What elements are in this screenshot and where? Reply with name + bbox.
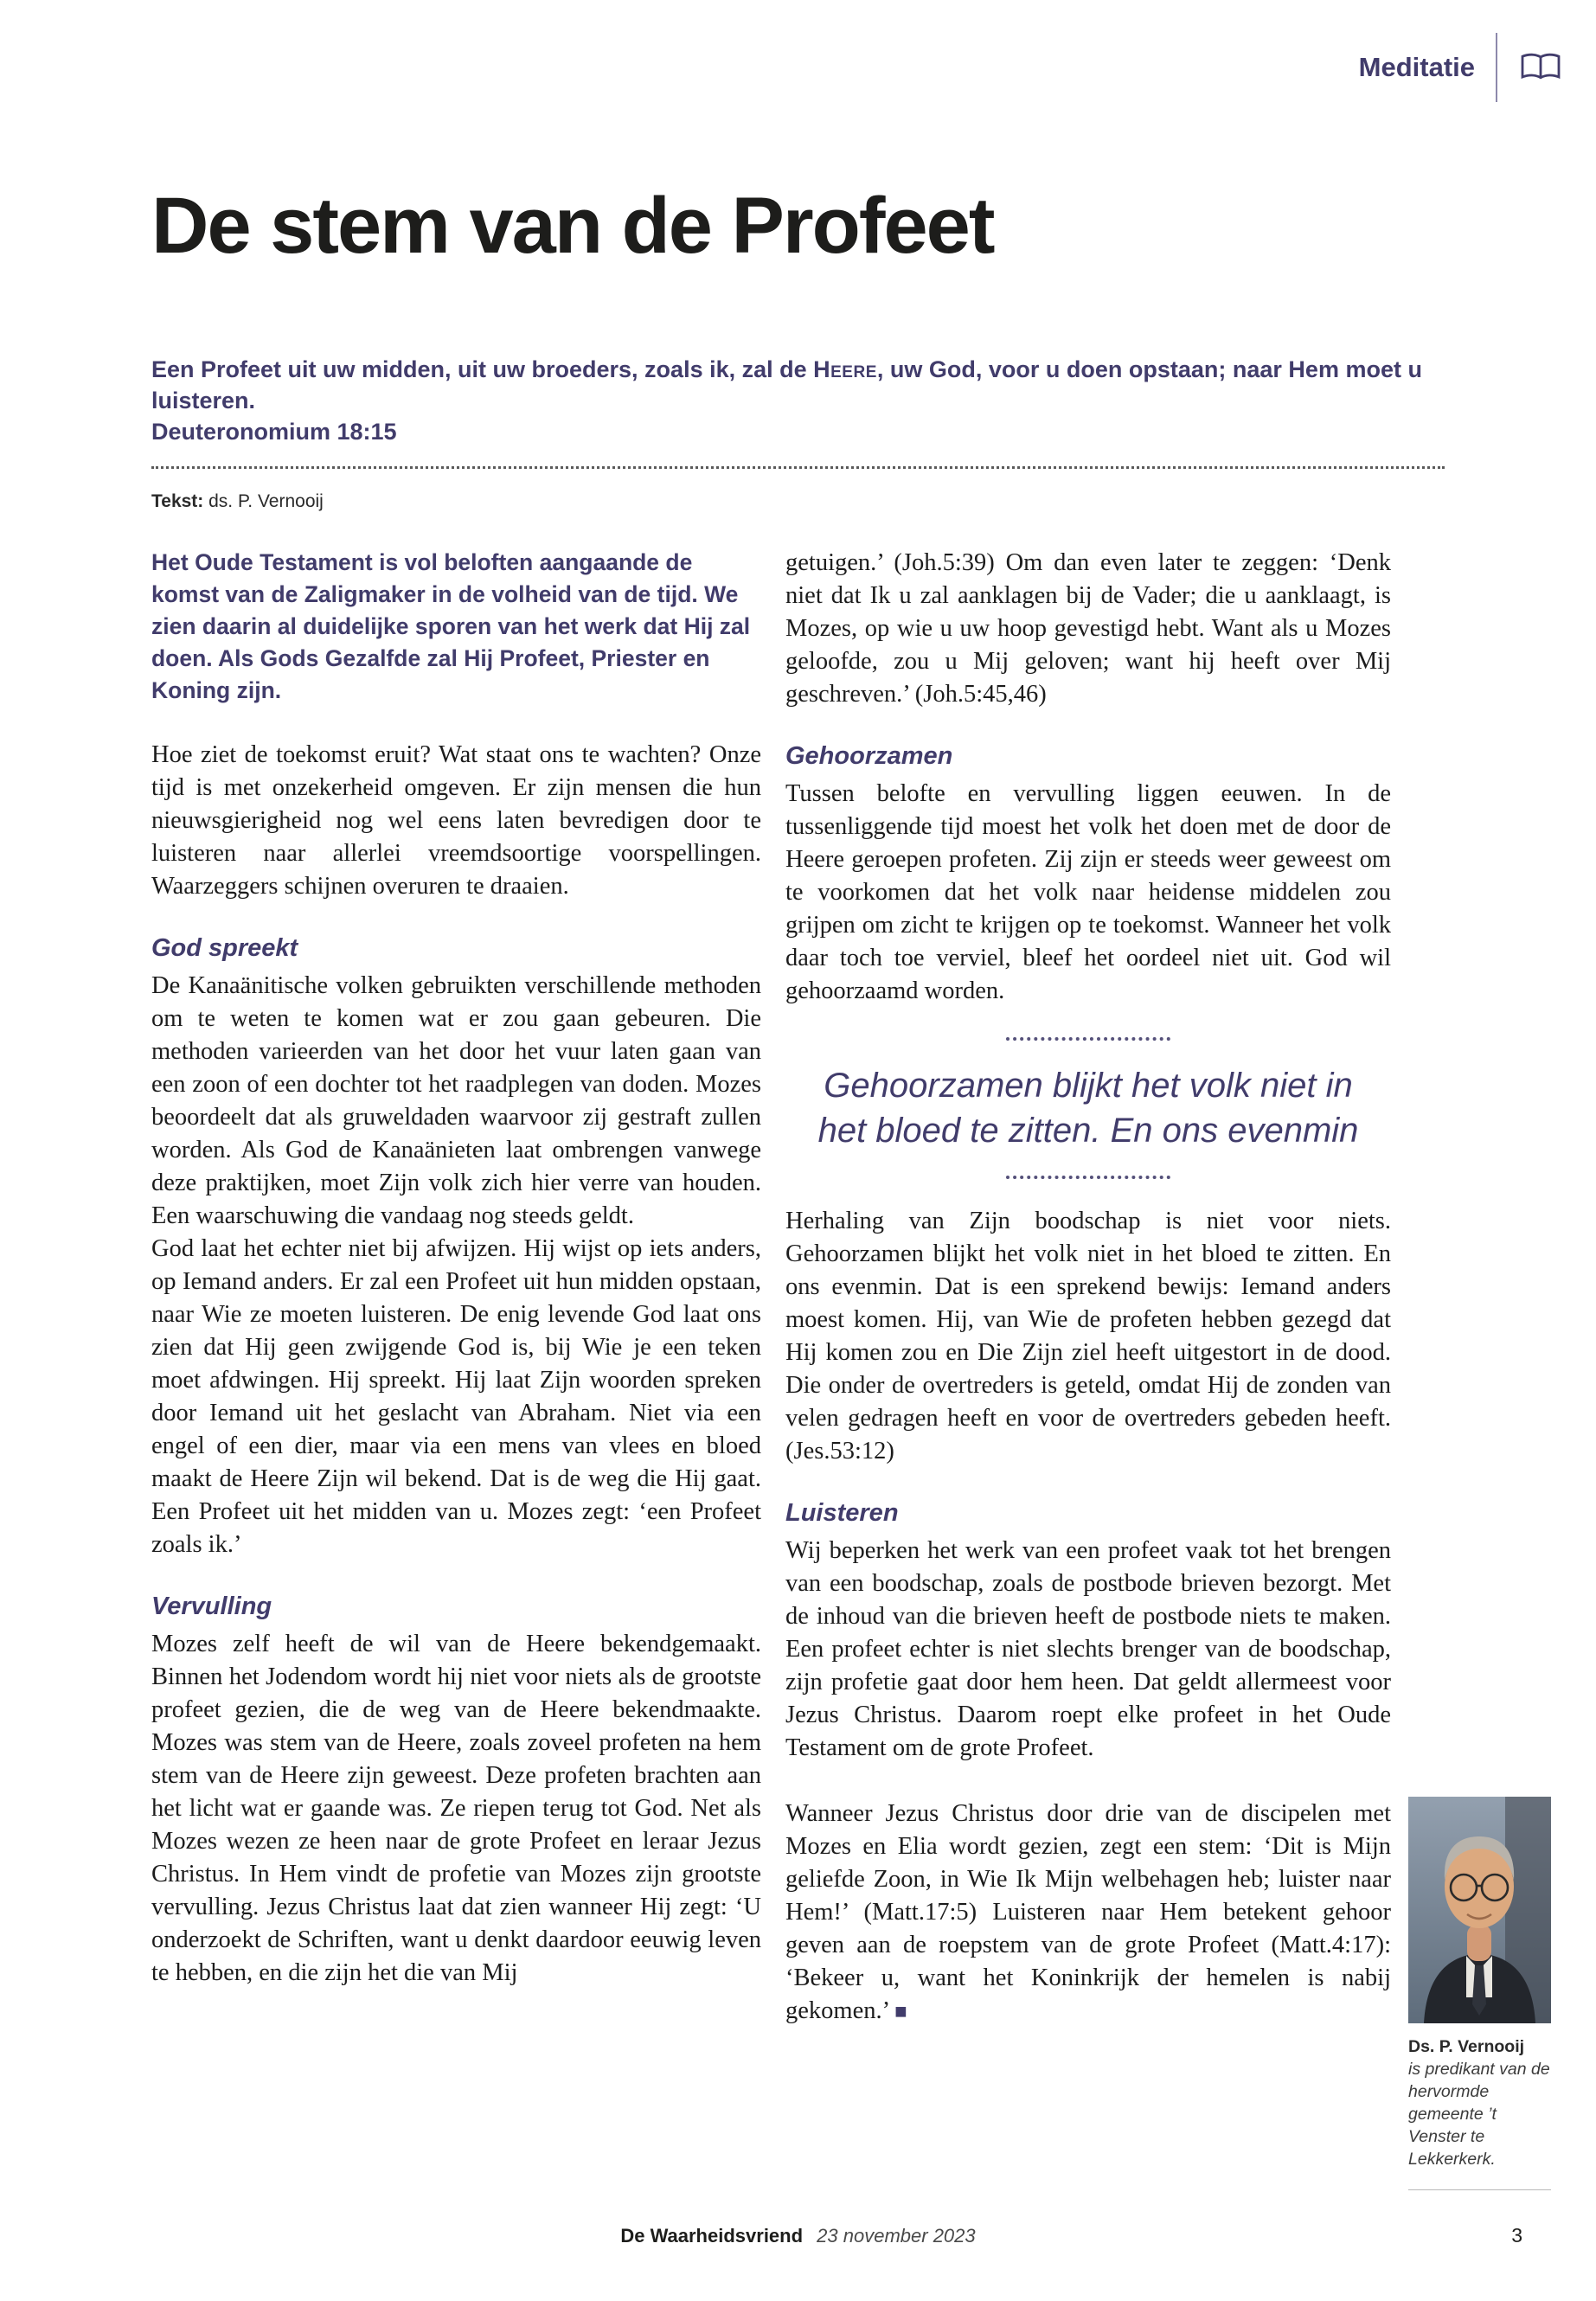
lede-heere-smallcaps: Heere [813,356,877,382]
lede-text-after: , uw God, voor u doen opstaan; naar Hem moet u luisteren. [151,356,1422,413]
heading-god-spreekt: God spreekt [151,934,298,962]
paragraph-luisteren-2-text: Wanneer Jezus Christus door drie van de discipelen met Mozes en Elia wordt gezien, zegt een stem: ‘Dit is Mijn geliefde Zoon, in Wie Ik Mijn welbehagen heb; luister naar Hem!’ (Matt.17:5) Luisteren naar Hem betekent gehoor geven aan de roepstem van de grote Profeet (Matt.4:17): ‘Bekeer u, want het Koninkrijk der hemelen is nabij gekomen.’ [785,1800,1391,2024]
dotted-rule [151,466,1445,469]
footer [0,2225,1596,2247]
scripture-lede [151,354,1445,447]
byline-label: Tekst: [151,491,204,511]
author-role: is predikant van de hervormde gemeente ’t Venster te Lekkerkerk. [1408,2060,1550,2169]
paragraph-vervulling: Mozes zelf heeft de wil van de Heere bekendgemaakt. Binnen het Jodendom wordt hij niet voor niets als de grootste profeet gezien, die de weg van de Heere bekendmaakte. Mozes was stem van de Heere, zoals zoveel profeten na hem stem van de Heere zijn geweest. Deze profeten brachten aan het licht wat er gaande was. Ze riepen terug tot God. Net als Mozes wezen ze heen naar de grote Profeet en leraar Jezus Christus. In Hem vindt de profetie van Mozes zijn grootste vervulling. Jezus Christus laat dat zien wanneer Hij zegt: ‘U onderzoekt de Schriften, want u denkt daardoor eeuwig leven te hebben, en die zijn het die van Mij [151,1631,761,1986]
paragraph-opening: Hoe ziet de toekomst eruit? Wat staat ons te wachten? Onze tijd is met onzekerheid omgeven. Er zijn mensen die hun nieuwsgierigheid nog wel eens laten bevredigen door te luisteren naar allerlei vreemdsoortige voorspellingen. Waarzeggers schijnen overuren te draaien. [151,741,761,900]
pull-quote: Gehoorzamen blijkt het volk niet in het bloed te zitten. En ons evenmin [817,1067,1359,1150]
paragraph-luisteren-2 [785,1798,1391,2029]
author-caption [1408,2035,1551,2190]
paragraph-luisteren-1: Wij beperken het werk van een profeet vaak tot het brengen van een boodschap, zoals de postbode brieven bezorgt. Met de inhoud van die brieven heeft de postbode niets te maken. Een profeet echter is niet slechts brenger van de boodschap, zijn profetie gaat door hem heen. Dat geldt allermeest voor Jezus Christus. Daarom roept elke profeet in het Oude Testament om de grote Profeet. [785,1537,1391,1761]
author-sidebar [1408,547,1551,2190]
heading-vervulling: Vervulling [151,1593,272,1620]
article-end-mark: ■ [894,2001,907,2023]
footer-magazine-name: De Waarheidsvriend [620,2225,804,2247]
intro-paragraph: Het Oude Testament is vol beloften aangaande de komst van de Zaligmaker in de volheid van de tijd. We zien daarin al duidelijke sporen van het werk dat Hij zal doen. Als Gods Gezalfde zal Hij Profeet, Priester en Koning zijn. [151,549,751,703]
scripture-reference: Deuteronomium 18:15 [151,419,397,445]
right-column [785,547,1391,2190]
author-portrait-photo [1408,1797,1551,2023]
paragraph-vervulling-continued: getuigen.’ (Joh.5:39) Om dan even later te zeggen: ‘Denk niet dat Ik u zal aanklagen bij de Vader; die u aanklaagt, is Mozes, op wie u uw hoop gevestigd hebt. Want als u Mozes geloofde, zou u Mij geloven; want hij heeft over Mij geschreven.’ (Joh.5:45,46) [785,549,1391,708]
heading-gehoorzamen: Gehoorzamen [785,742,953,770]
quote-dots-top [1006,1037,1170,1041]
author-name: Ds. P. Vernooij [1408,2037,1525,2056]
author-box [1408,1797,1551,2190]
page-title: De stem van de Profeet [151,182,994,270]
two-column-body [151,547,1551,2190]
paragraph-gehoorzamen: Tussen belofte en vervulling liggen eeuwen. In de tussenliggende tijd moest het volk het doen met de door de Heere geroepen profeten. Zij zijn er steeds weer geweest om te voorkomen dat het volk naar heidense middelen zou grijpen om zicht te krijgen op te toekomst. Wanneer het volk daar toch toe verviel, bleef het oordeel niet uit. God wil gehoorzaamd worden. [785,780,1391,1004]
byline [151,491,1551,512]
lede-text-before: Een Profeet uit uw midden, uit uw broeders, zoals ik, zal de [151,356,814,382]
footer-date: 23 november 2023 [817,2225,976,2247]
pull-quote-block [785,1037,1391,1179]
page-header [1359,33,1563,102]
byline-author: ds. P. Vernooij [203,491,324,511]
section-label: Meditatie [1358,52,1475,82]
left-column [151,547,761,2190]
paragraph-god-spreekt-1: De Kanaänitische volken gebruikten verschillende methoden om te weten te komen wat er zou gaan gebeuren. Die methoden varieerden van het door het vuur laten gaan van een zoon of een dochter tot het raadplegen van doden. Mozes beoordeelt dat als gruweldaden waarvoor zij gestraft zullen worden. Als God de Kanaänieten laat ombrengen vanwege deze praktijken, moet Zijn volk zich hier verre van houden. Een waarschuwing die vandaag nog steeds geldt. [151,972,761,1229]
paragraph-god-spreekt-2: God laat het echter niet bij afwijzen. Hij wijst op iets anders, op Iemand anders. Er zal een Profeet uit hun midden opstaan, naar Wie ze moeten luisteren. De enig levende God laat ons zien dat Hij geen zwijgende God is, bij Wie je een teken moet afdwingen. Hij spreekt. Hij laat Zijn woorden spreken door Iemand uit het geslacht van Abraham. Niet via een engel of een dier, maar via een mens van vlees en bloed maakt de Heere Zijn wil bekend. Dat is de weg die Hij gaat. Een Profeet uit het midden van u. Mozes zegt: ‘een Profeet zoals ik.’ [151,1235,761,1558]
heading-luisteren: Luisteren [785,1499,899,1527]
paragraph-herhaling: Herhaling van Zijn boodschap is niet voor niets. Gehoorzamen blijkt het volk niet in het bloed te zitten. En ons evenmin. Dat is een sprekend bewijs: Iemand anders moest komen. Hij, van Wie de profeten hebben gezegd dat Hij komen zou en Die Zijn ziel heeft uitgestort in de dood. Die onder de overtreders is geteld, omdat Hij de zonden van velen gedragen heeft en voor de overtreders gebeden heeft. (Jes.53:12) [785,1208,1391,1465]
footer-page-number: 3 [1511,2224,1522,2247]
header-divider [1496,33,1497,102]
open-book-icon [1518,52,1563,83]
quote-dots-bottom [1006,1176,1170,1179]
